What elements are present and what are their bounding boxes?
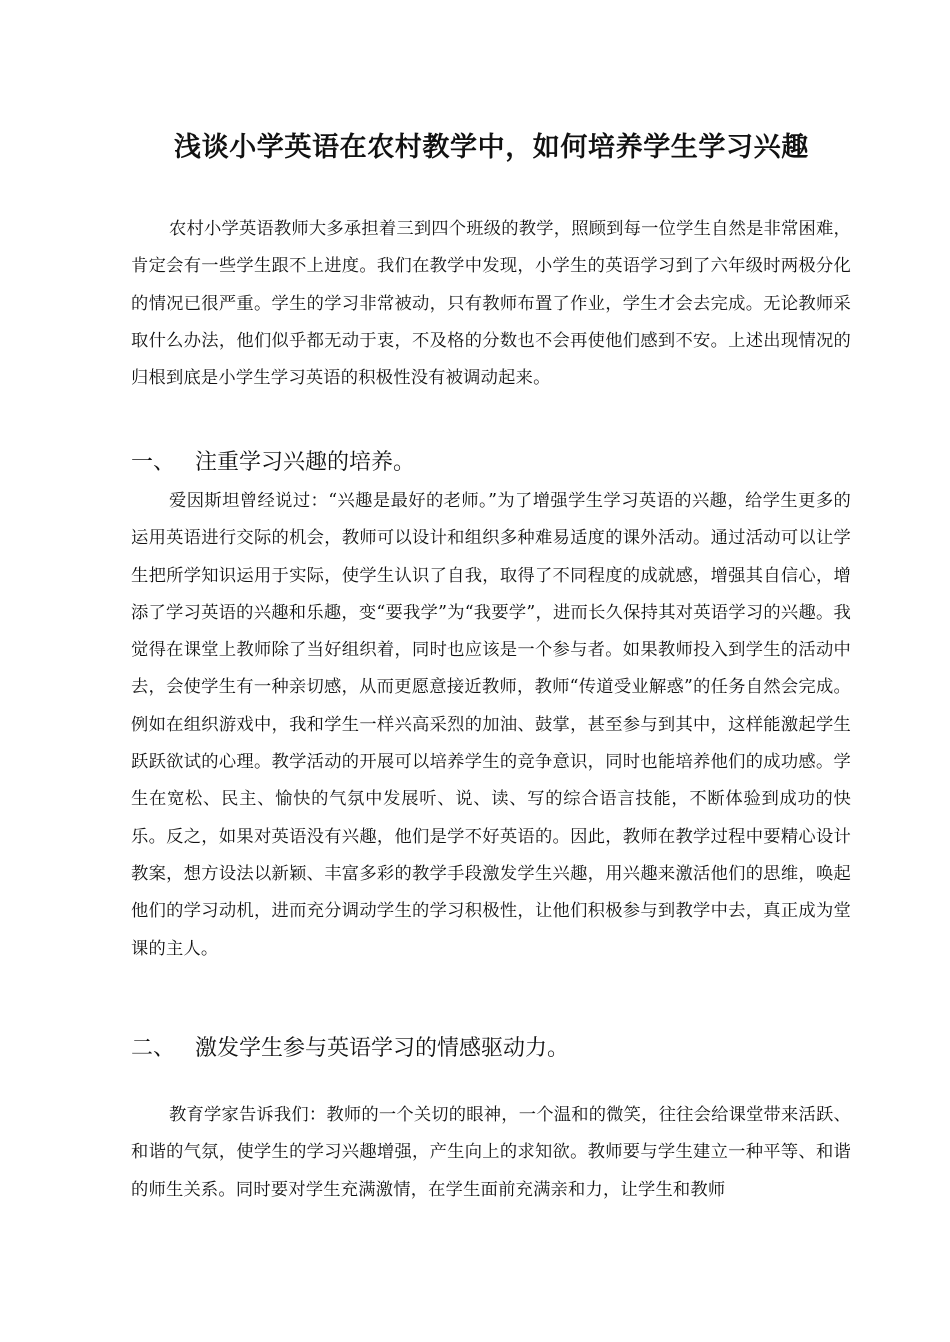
section-2-paragraph: 教育学家告诉我们：教师的一个关切的眼神，一个温和的微笑，往往会给课堂带来活跃、和谐的气氛，使学生的学习兴趣增强，产生向上的求知欲。教师要与学生建立一种平等、和谐的师生关系。同时要对学生充满激情，在学生面前充满亲和力，让学生和教师 [131, 1105, 851, 1200]
intro-paragraph: 农村小学英语教师大多承担着三到四个班级的教学，照顾到每一位学生自然是非常困难，肯定会有一些学生跟不上进度。我们在教学中发现，小学生的英语学习到了六年级时两极分化的情况已很严重。学生的学习非常被动，只有教师布置了作业，学生才会去完成。无论教师采取什么办法，他们似乎都无动于衷，不及格的分数也不会再使他们感到不安。上述出现情况的归根到底是小学生学习英语的积极性没有被调动起来。 [131, 219, 851, 389]
section-1-number: 一、 [131, 450, 176, 475]
section-2-number: 二、 [131, 1036, 176, 1061]
document-title: 浅谈小学英语在农村教学中，如何培养学生学习兴趣 [174, 132, 809, 163]
section-1-heading-text: 注重学习兴趣的培养。 [195, 450, 416, 475]
section-2-heading [131, 1032, 569, 1066]
section-2-heading-text: 激发学生参与英语学习的情感驱动力。 [195, 1036, 570, 1061]
section-1-paragraph: 爱因斯坦曾经说过：“兴趣是最好的老师。”为了增强学生学习英语的兴趣，给学生更多的运用英语进行交际的机会，教师可以设计和组织多种难易适度的课外活动。通过活动可以让学生把所学知识运用于实际，使学生认识了自我，取得了不同程度的成就感，增强其自信心，增添了学习英语的兴趣和乐趣，变“要我学”为“我要学”，进而长久保持其对英语学习的兴趣。我觉得在课堂上教师除了当好组织着，同时也应该是一个参与者。如果教师投入到学生的活动中去，会使学生有一种亲切感，从而更愿意接近教师，教师“传道受业解惑”的任务自然会完成。例如在组织游戏中，我和学生一样兴高采烈的加油、鼓掌，甚至参与到其中，这样能激起学生跃跃欲试的心理。教学活动的开展可以培养学生的竞争意识，同时也能培养他们的成功感。学生在宽松、民主、愉快的气氛中发展听、说、读、写的综合语言技能，不断体验到成功的快乐。反之，如果对英语没有兴趣，他们是学不好英语的。因此，教师在教学过程中要精心设计教案，想方设法以新颖、丰富多彩的教学手段激发学生兴趣，用兴趣来激活他们的思维，唤起他们的学习动机，进而充分调动学生的学习积极性，让他们积极参与到教学中去，真正成为堂课的主人。 [131, 491, 851, 959]
section-1-heading [131, 446, 415, 480]
